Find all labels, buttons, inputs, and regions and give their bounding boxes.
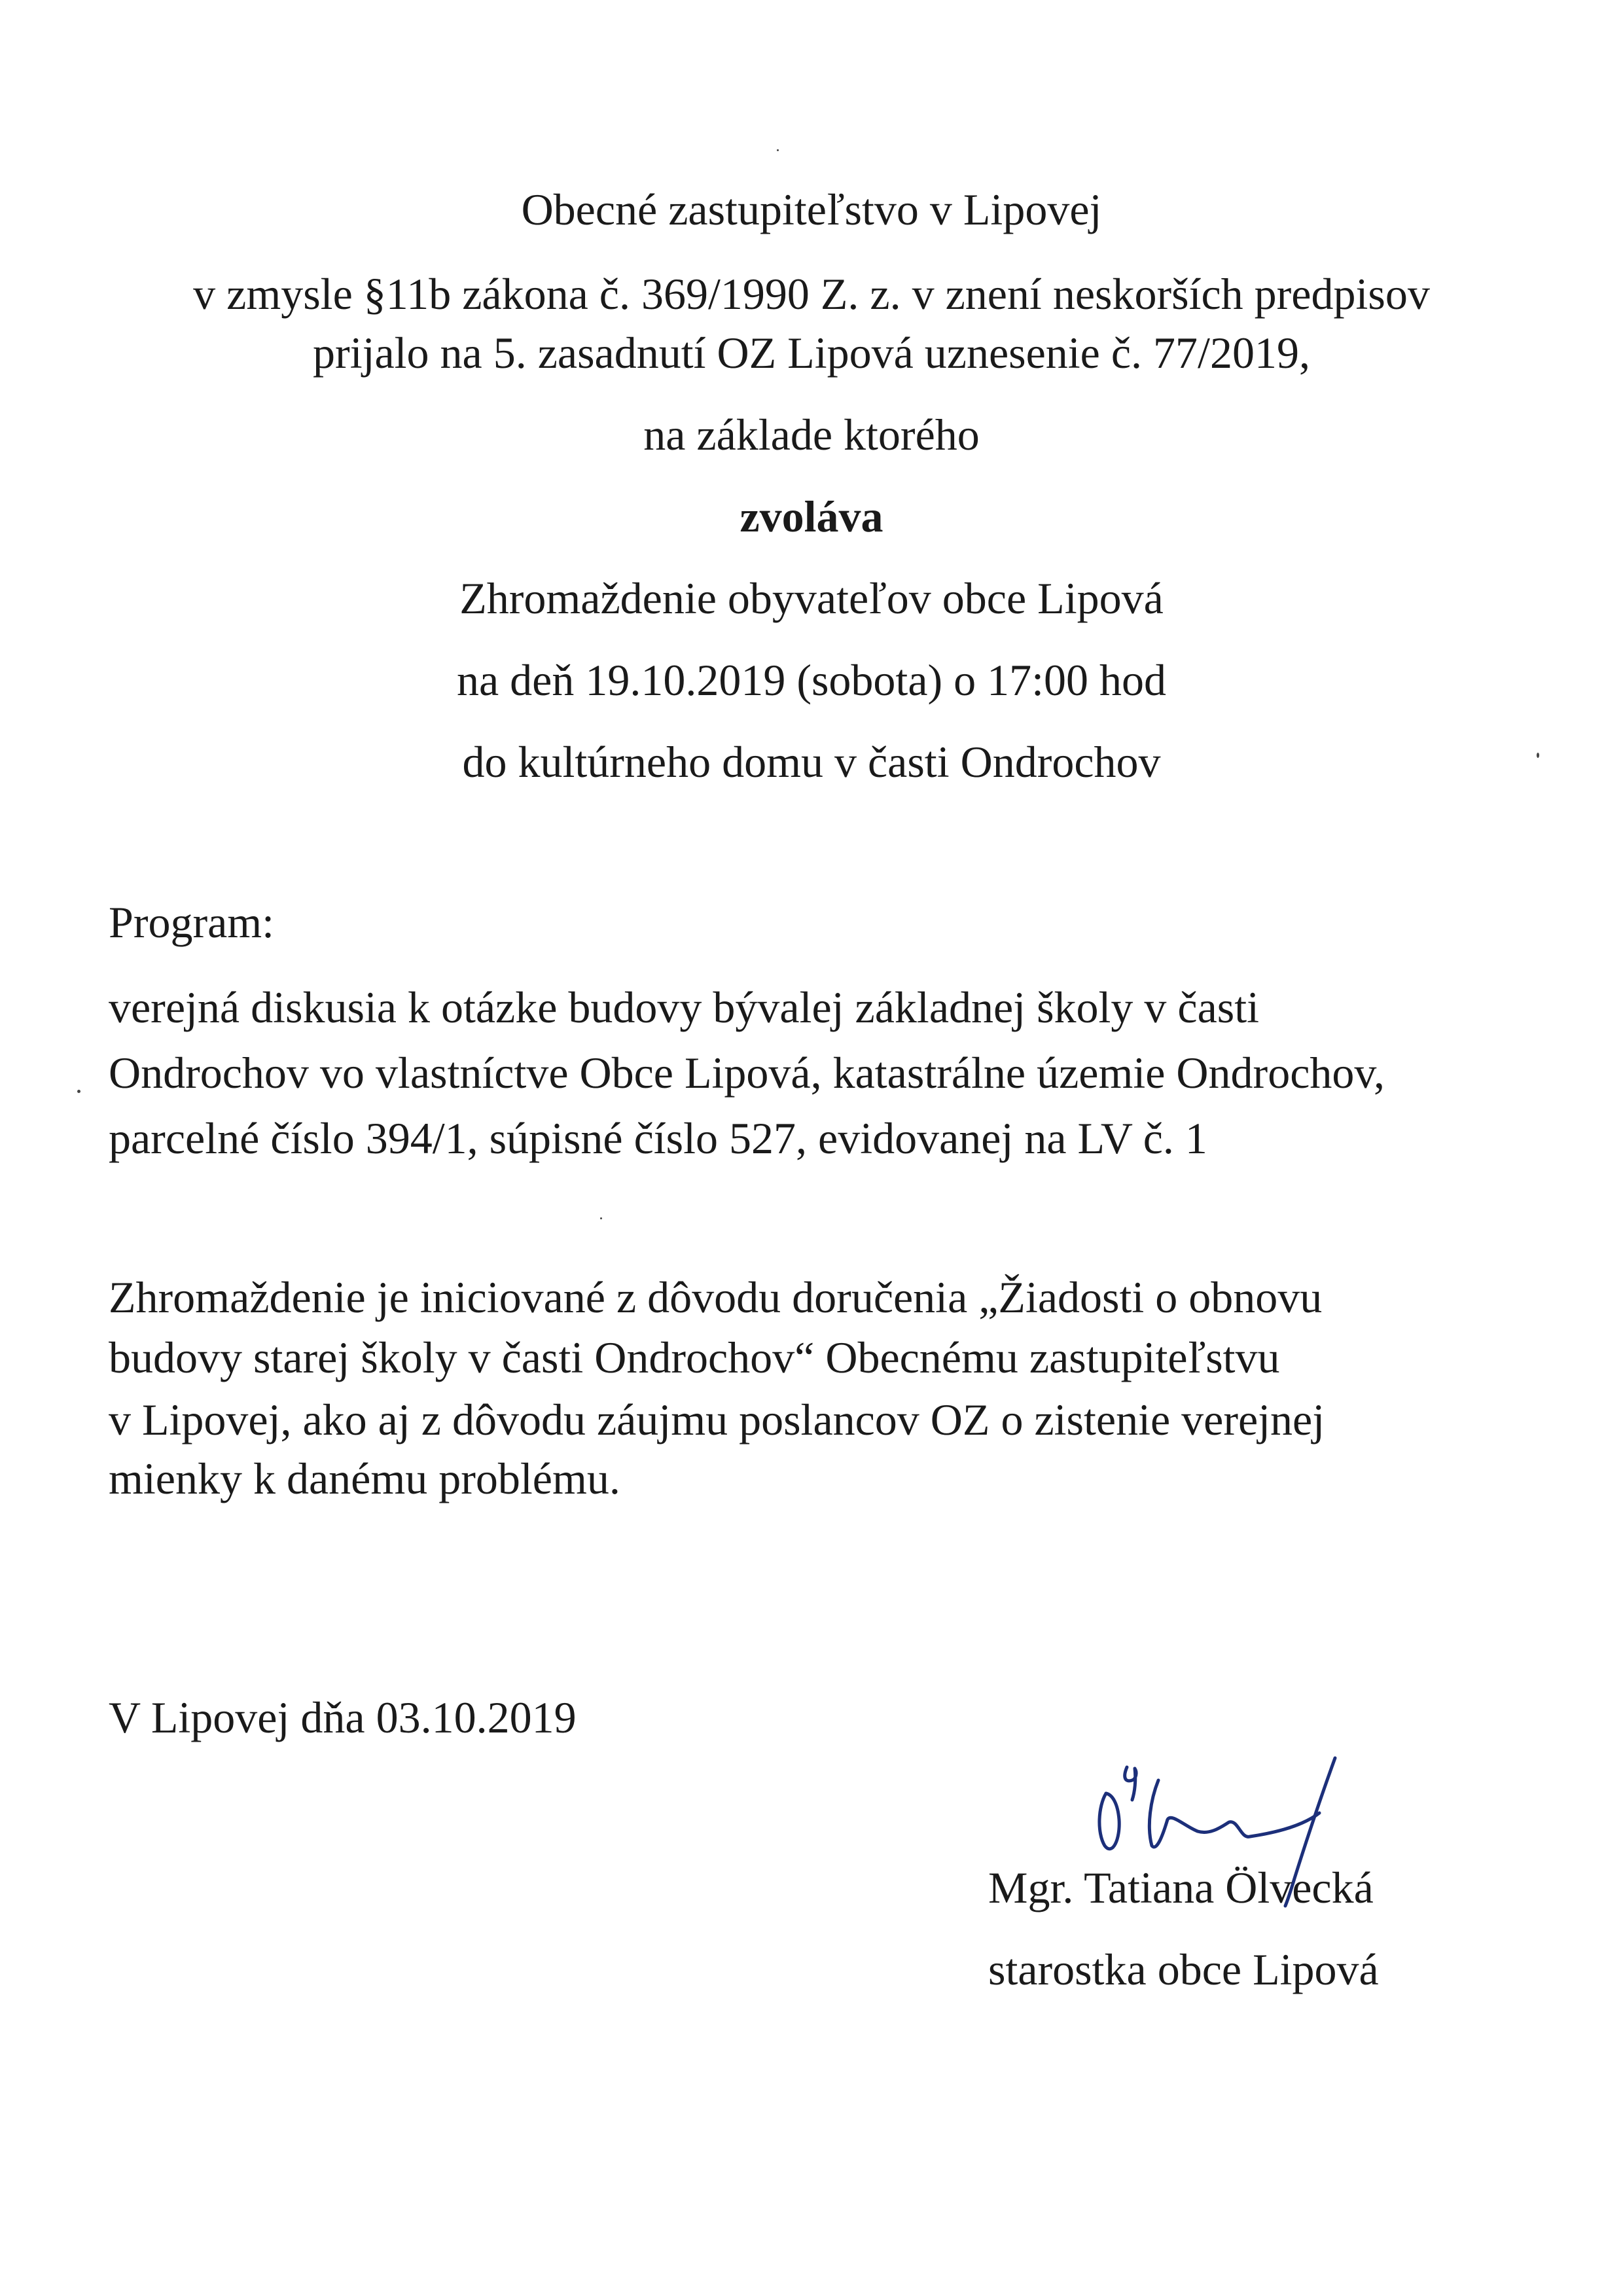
- place-and-date: V Lipovej dňa 03.10.2019: [109, 1693, 577, 1742]
- header-resolution: prijalo na 5. zasadnutí OZ Lipová uznesenie č. 77/2019,: [313, 328, 1310, 378]
- header-venue: do kultúrneho domu v časti Ondrochov: [462, 737, 1161, 787]
- scan-speck: [77, 1090, 80, 1093]
- header-council: Obecné zastupiteľstvo v Lipovej: [521, 185, 1102, 234]
- signatory-title: starostka obce Lipová: [988, 1945, 1379, 1994]
- scan-speck: [777, 149, 779, 151]
- program-line: Ondrochov vo vlastníctve Obce Lipová, katastrálne územie Ondrochov,: [109, 1048, 1385, 1098]
- reason-line: mienky k danému problému.: [109, 1454, 620, 1503]
- header-date-time: na deň 19.10.2019 (sobota) o 17:00 hod: [456, 655, 1167, 705]
- program-line: verejná diskusia k otázke budovy bývalej základnej školy v časti: [109, 982, 1260, 1032]
- header-assembly: Zhromaždenie obyvateľov obce Lipová: [459, 573, 1164, 623]
- scan-speck: [1537, 753, 1539, 758]
- reason-line: budovy starej školy v časti Ondrochov“ Obecnému zastupiteľstvu: [109, 1333, 1280, 1382]
- reason-line: v Lipovej, ako aj z dôvodu záujmu poslancov OZ o zistenie verejnej: [109, 1395, 1325, 1444]
- scan-speck: [600, 1217, 602, 1219]
- header-legal-basis: v zmysle §11b zákona č. 369/1990 Z. z. v znení neskorších predpisov: [193, 269, 1430, 319]
- signatory-name: Mgr. Tatiana Ölvecká: [988, 1863, 1374, 1912]
- program-label: Program:: [109, 897, 275, 947]
- header-based-on: na základe ktorého: [643, 410, 980, 459]
- header-action: zvoláva: [740, 492, 883, 541]
- program-line: parcelné číslo 394/1, súpisné číslo 527, evidovanej na LV č. 1: [109, 1113, 1207, 1163]
- reason-line: Zhromaždenie je iniciované z dôvodu doručenia „Žiadosti o obnovu: [109, 1272, 1323, 1322]
